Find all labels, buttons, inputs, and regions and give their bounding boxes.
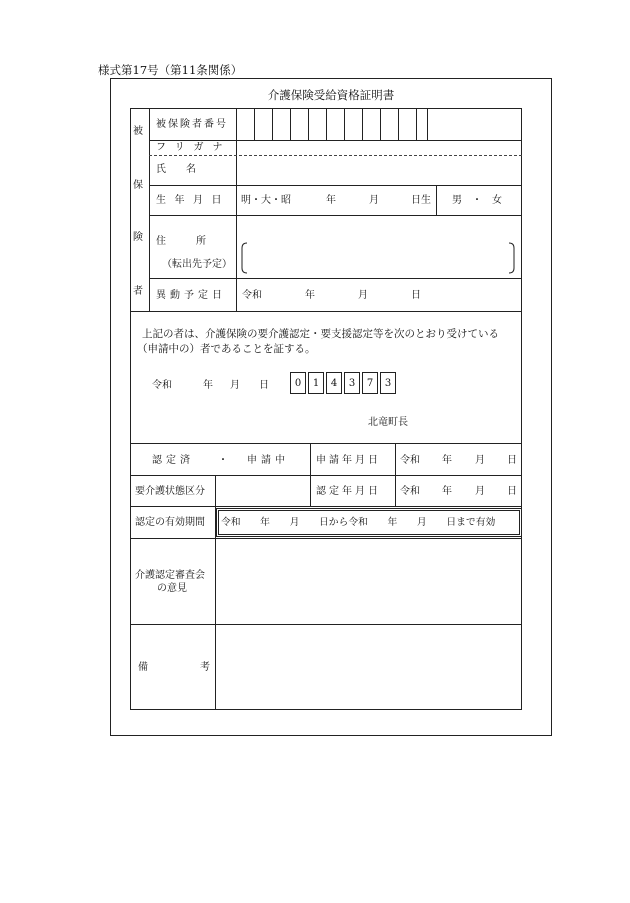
cert-era: 令和 [400, 486, 420, 497]
gender[interactable]: 男 ・ 女 [452, 195, 502, 206]
code-digit: 4 [326, 372, 342, 394]
statement-line-2: （申請中の）者であることを証する。 [137, 343, 316, 355]
statement-date-day: 日 [259, 380, 269, 391]
issuer: 北竜町長 [368, 417, 408, 428]
address-field[interactable] [241, 242, 515, 274]
form-title: 介護保険受給資格証明書 [267, 88, 395, 102]
statement-date-year: 年 [203, 380, 213, 391]
name-label: 氏 名 [156, 164, 196, 175]
code-digit: 7 [362, 372, 378, 394]
insured-number-cells[interactable] [236, 108, 427, 140]
birth-day: 日生 [411, 195, 431, 206]
cert-date-label: 認定年月日 [316, 486, 381, 497]
cert-year: 年 [442, 486, 452, 497]
remarks-label-char: 考 [200, 662, 210, 673]
move-date-label: 異動予定日 [156, 290, 226, 301]
opinion-field[interactable] [216, 539, 521, 623]
move-month: 月 [358, 290, 368, 301]
insured-vertical-char: 保 [133, 180, 143, 191]
opinion-label-line-2: の意見 [157, 583, 187, 594]
valid-period-label: 認定の有効期間 [135, 517, 205, 528]
care-level-field[interactable] [216, 476, 309, 505]
apply-day: 日 [507, 455, 517, 466]
birth-month: 月 [369, 195, 379, 206]
insured-number-label [156, 119, 230, 131]
status-separator: ・ [218, 455, 228, 466]
insured-vertical-char: 被 [133, 126, 143, 137]
birth-era: 明・大・昭 [241, 195, 291, 206]
form-number: 様式第17号（第11条関係） [98, 63, 243, 77]
cert-day: 日 [507, 486, 517, 497]
address-label: 住 所 [156, 236, 206, 247]
apply-era: 令和 [400, 455, 420, 466]
valid-period-text: 令和 年 月 日から令和 年 月 日まで有効 [221, 517, 496, 528]
code-digit: 3 [380, 372, 396, 394]
apply-month: 月 [475, 455, 485, 466]
insured-vertical-char: 者 [133, 286, 143, 297]
address-sub-label: （転出先予定） [162, 259, 232, 270]
code-digit: 3 [344, 372, 360, 394]
furigana-field[interactable] [237, 141, 521, 154]
address-bracket-icon [241, 242, 515, 274]
insured-number-label-text: 被保険者番号 [156, 119, 228, 130]
cert-month: 月 [475, 486, 485, 497]
status-pending[interactable]: 申請中 [247, 455, 289, 466]
code-digit: 0 [290, 372, 306, 394]
birth-label: 生年月日 [156, 195, 230, 206]
remarks-label-char: 備 [138, 662, 148, 673]
move-day: 日 [411, 290, 421, 301]
furigana-label: フリガナ [156, 142, 232, 153]
insured-vertical-char: 険 [133, 232, 143, 243]
apply-year: 年 [442, 455, 452, 466]
status-done[interactable]: 認定済 [152, 455, 194, 466]
move-era: 令和 [242, 290, 262, 301]
statement-line-1: 上記の者は、介護保険の要介護認定・要支援認定等を次のとおり受けている [142, 328, 499, 340]
birth-year: 年 [326, 195, 336, 206]
care-level-label: 要介護状態区分 [135, 486, 205, 497]
statement-date-era: 令和 [152, 380, 172, 391]
opinion-label-line-1: 介護認定審査会 [135, 570, 205, 581]
remarks-field[interactable] [216, 625, 521, 709]
move-year: 年 [305, 290, 315, 301]
statement-date-month: 月 [230, 380, 240, 391]
code-digit: 1 [308, 372, 324, 394]
name-field[interactable] [237, 156, 521, 184]
apply-date-label: 申請年月日 [316, 455, 381, 466]
